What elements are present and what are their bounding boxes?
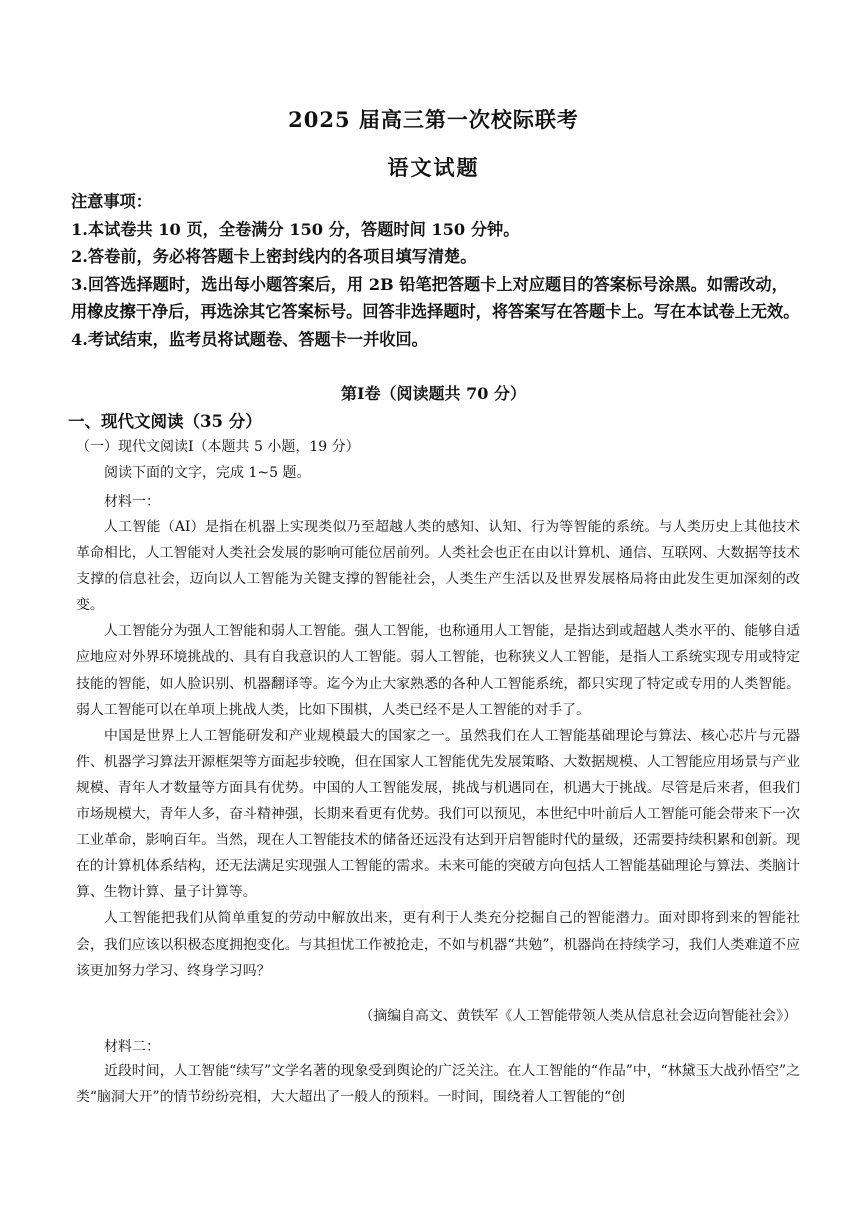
reading-instruction: 阅读下面的文字，完成 1~5 题。 [104,465,311,481]
note-item-4: 4.考试结束，监考员将试题卷、答题卡一并收回。 [71,329,428,349]
exam-title: 2025 届高三第一次校际联考 [288,107,579,132]
part-title: 第Ⅰ卷（阅读题共 70 分） [341,384,526,403]
paragraph: 近段时间，人工智能“续写”文学名著的现象受到舆论的广泛关注。在人工智能的“作品”中，“林黛玉大战孙悟空”之类“脑洞大开”的情节纷纷亮相，大大超出了一般人的预料。一时间，围绕着人工智能的“创 [76,1063,800,1106]
paragraph: 人工智能（AI）是指在机器上实现类似乃至超越人类的感知、认知、行为等智能的系统。与人类历史上其他技术革命相比，人工智能对人类社会发展的影响可能位居前列。人类社会也正在由以计算机、通信、互联网、大数据等技术支撑的信息社会，迈向以人工智能为关键支撑的智能社会，人类生产生活以及世界发展格局将由此发生更加深刻的改变。 [76,519,800,614]
paragraph: 人工智能分为强人工智能和弱人工智能。强人工智能，也称通用人工智能，是指达到或超越人类水平的、能够自适应地应对外界环境挑战的、具有自我意识的人工智能。弱人工智能，也称狭义人工智能，是指人工系统实现专用或特定技能的智能，如人脸识别、机器翻译等。迄今为止大家熟悉的各种人工智能系统，都只实现了特定或专用的人类智能。弱人工智能可以在单项上挑战人类，比如下围棋，人类已经不是人工智能的对手了。 [76,623,800,718]
note-item-3: 3.回答选择题时，选出每小题答案后，用 2B 铅笔把答题卡上对应题目的答案标号涂黑。如需改动，用橡皮擦干净后，再选涂其它答案标号。回答非选择题时，将答案写在答题卡上。写在本试卷上无效。 [71,274,800,321]
section-title: 一、现代文阅读（35 分） [68,412,262,431]
material-1-text [76,514,800,984]
exam-subtitle: 语文试题 [387,155,480,180]
material-2-text [76,1058,800,1110]
notes-heading: 注意事项： [71,192,152,211]
subsection-title: （一）现代文阅读Ⅰ（本题共 5 小题，19 分） [76,439,360,455]
material-1-source: （摘编自高文、黄铁军《人工智能带领人类从信息社会迈向智能社会》） [359,1008,797,1024]
note-item-2: 2.答卷前，务必将答题卡上密封线内的各项目填写清楚。 [71,247,477,266]
material-1-label: 材料一： [104,494,160,510]
material-2-label: 材料二： [104,1039,160,1055]
note-item-1: 1.本试卷共 10 页，全卷满分 150 分，答题时间 150 分钟。 [71,219,520,239]
notes-block [71,188,801,353]
paragraph: 中国是世界上人工智能研发和产业规模最大的国家之一。虽然我们在人工智能基础理论与算法、核心芯片与元器件、机器学习算法开源框架等方面起步较晚，但在国家人工智能优先发展策略、大数据规模、人工智能应用场景与产业规模、青年人才数量等方面具有优势。中国的人工智能发展，挑战与机遇同在，机遇大于挑战。尽管是后来者，但我们市场规模大，青年人多，奋斗精神强，长期来看更有优势。我们可以预见，本世纪中叶前后人工智能可能会带来下一次工业革命，影响百年。当然，现在人工智能技术的储备还远没有达到开启智能时代的量级，还需要持续积累和创新。现在的计算机体系结构，还无法满足实现强人工智能的需求。未来可能的突破方向包括人工智能基础理论与算法、类脑计算、生物计算、量子计算等。 [76,727,800,901]
paragraph: 人工智能把我们从简单重复的劳动中解放出来，更有利于人类充分挖掘自己的智能潜力。面对即将到来的智能社会，我们应该以积极态度拥抱变化。与其担忧工作被抢走，不如与机器“共勉”，机器尚在持续学习，我们人类难道不应该更加努力学习、终身学习吗？ [76,910,800,979]
